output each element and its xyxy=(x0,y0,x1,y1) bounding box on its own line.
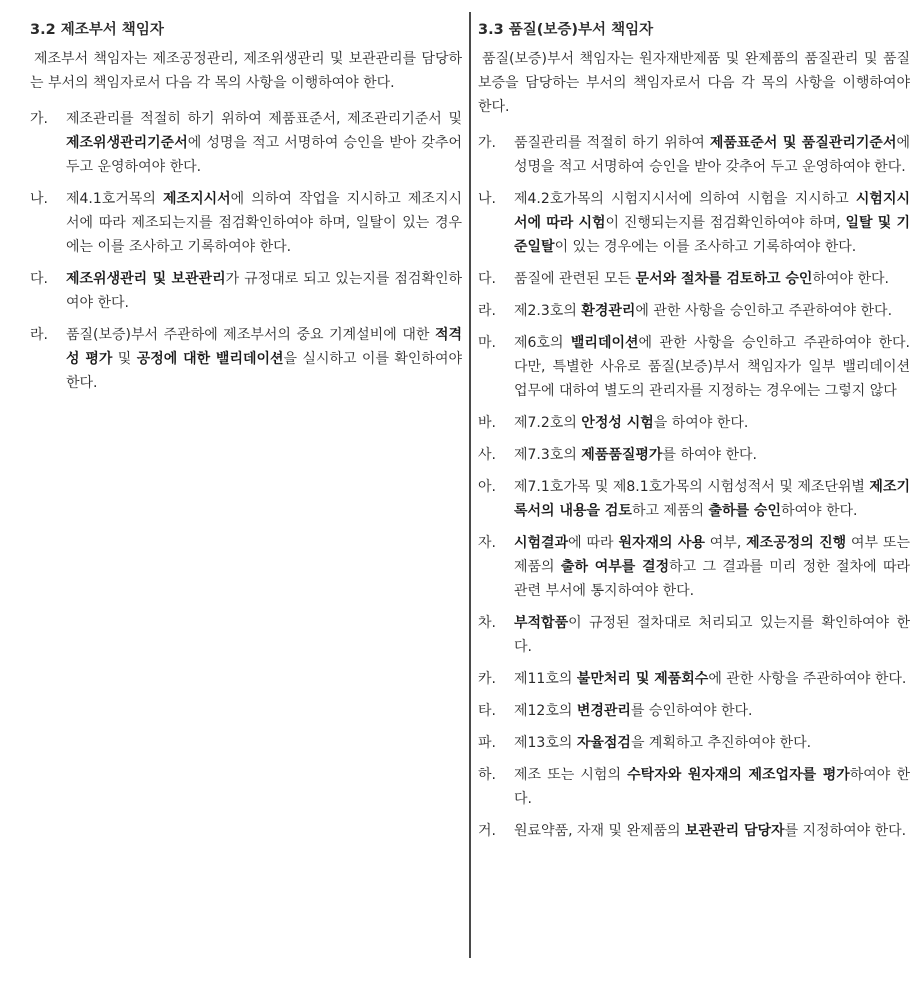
text-run: 제조 또는 시험의 xyxy=(514,767,628,783)
bold-phrase: 부적합품 xyxy=(514,615,569,631)
item-marker: 라. xyxy=(478,303,496,319)
bold-phrase: 제조공정의 진행 xyxy=(746,535,847,551)
text-run: 제조관리를 적절히 하기 위하여 제품표준서, 제조관리기준서 및 xyxy=(66,111,462,127)
item-marker: 나. xyxy=(30,191,48,207)
item-text xyxy=(514,531,910,603)
section-intro: 품질(보증)부서 책임자는 원자재반제품 및 완제품의 품질관리 및 품질보증을 담당하는 부서의 책임자로서 다음 각 목의 사항을 이행하여야 한다. xyxy=(478,51,910,115)
text-run: 이 있는 경우에는 이를 조사하고 기록하여야 한다. xyxy=(554,239,857,255)
text-run: 원료약품, 자재 및 완제품의 xyxy=(514,823,686,839)
item-marker: 하. xyxy=(478,767,496,783)
item-text xyxy=(66,267,462,315)
text-run: 품질에 관련된 모든 xyxy=(514,271,636,287)
item-text xyxy=(514,411,910,435)
bold-phrase: 시험지시서에 따라 시험 xyxy=(514,191,910,231)
list-item xyxy=(478,731,910,755)
item-list xyxy=(478,131,910,843)
list-item xyxy=(478,699,910,723)
item-text xyxy=(514,187,910,259)
item-text xyxy=(514,475,910,523)
bold-phrase: 보관관리 담당자 xyxy=(685,823,785,839)
item-marker: 라. xyxy=(30,327,48,343)
list-item xyxy=(478,411,910,435)
item-text xyxy=(514,131,910,179)
text-run: 하고 제품의 xyxy=(631,503,709,519)
bold-phrase: 안정성 시험 xyxy=(581,415,654,431)
item-marker: 자. xyxy=(478,535,496,551)
text-run: 하여야 한다. xyxy=(780,503,858,519)
text-run: 에 따라 xyxy=(568,535,619,551)
text-run: 에 성명을 적고 서명하여 승인을 받아 갖추어 두고 운영하여야 한다. xyxy=(66,135,462,175)
bold-phrase: 제품품질평가 xyxy=(581,447,663,463)
list-item xyxy=(30,187,462,259)
item-marker: 다. xyxy=(478,271,496,287)
bold-phrase: 불만처리 및 제품회수 xyxy=(576,671,709,687)
item-text xyxy=(514,763,910,811)
section-heading-3-2: 3.2 제조부서 책임자 xyxy=(30,22,164,38)
item-list xyxy=(30,107,462,395)
text-run: 에 관한 사항을 주관하여야 한다. xyxy=(708,671,907,687)
item-marker: 파. xyxy=(478,735,496,751)
item-text xyxy=(514,699,910,723)
text-run: 에 의하여 작업을 지시하고 제조지시서에 따라 제조되는지를 점검확인하여야 하며, 일탈이 있는 경우에는 이를 조사하고 기록하여야 한다. xyxy=(66,191,462,255)
text-run: 하고 그 결과를 미리 정한 절차에 따라 관련 부서에 통지하여야 한다. xyxy=(514,559,911,599)
bold-phrase: 환경관리 xyxy=(581,303,636,319)
item-text xyxy=(514,443,910,467)
list-item xyxy=(478,763,910,811)
text-run: 제13호의 xyxy=(514,735,577,751)
bold-phrase: 자율점검 xyxy=(576,735,631,751)
text-run: 하여야 한다. xyxy=(812,271,889,287)
text-run: 하여야 한다. xyxy=(514,767,911,807)
list-item xyxy=(478,299,910,323)
list-item xyxy=(478,443,910,467)
bold-phrase: 제조기록서의 내용을 검토 xyxy=(514,479,910,519)
bold-phrase: 적격성 평가 xyxy=(66,327,462,367)
text-run: 을 계획하고 추진하여야 한다. xyxy=(630,735,812,751)
list-item xyxy=(478,267,910,291)
list-item xyxy=(478,131,910,179)
list-item xyxy=(30,267,462,315)
text-run: 제4.2호가목의 시험지시서에 의하여 시험을 지시하고 xyxy=(514,191,856,207)
text-run: 품질관리를 적절히 하기 위하여 xyxy=(514,135,710,151)
item-marker: 가. xyxy=(478,135,496,151)
bold-phrase: 제조위생관리기준서 xyxy=(66,135,188,151)
bold-phrase: 밸리데이션 xyxy=(570,335,639,351)
text-run: 제2.3호의 xyxy=(514,303,582,319)
list-item xyxy=(30,323,462,395)
item-text xyxy=(66,323,462,395)
item-marker: 가. xyxy=(30,111,48,127)
text-run: 제4.1호거목의 xyxy=(66,191,164,207)
item-text xyxy=(514,819,910,843)
text-run: 제12호의 xyxy=(514,703,577,719)
list-item xyxy=(478,819,910,843)
item-text xyxy=(66,187,462,259)
item-text xyxy=(514,299,910,323)
bold-phrase: 수탁자와 원자재의 제조업자를 평가 xyxy=(627,767,850,783)
text-run: 제11호의 xyxy=(514,671,577,687)
list-item xyxy=(30,107,462,179)
text-run: 에 관한 사항을 승인하고 주관하여야 한다. 다만, 특별한 사유로 품질(보증)부서 책임자가 일부 밸리데이션 업무에 대하여 별도의 관리자를 지정하는 경우에는 그렇지 않다 xyxy=(514,335,910,399)
item-text xyxy=(514,667,910,691)
left-column xyxy=(30,20,462,403)
text-run: 을 하여야 한다. xyxy=(653,415,749,431)
list-item xyxy=(478,475,910,523)
text-run: 가 규정대로 되고 있는지를 점검확인하여야 한다. xyxy=(66,271,463,311)
text-run: 이 진행되는지를 점검확인하여야 하며, xyxy=(605,215,846,231)
list-item xyxy=(478,187,910,259)
text-run: 에 관한 사항을 승인하고 주관하여야 한다. xyxy=(635,303,893,319)
bold-phrase: 제조위생관리 및 보관관리 xyxy=(66,271,226,287)
item-marker: 마. xyxy=(478,335,496,351)
item-text xyxy=(66,107,462,179)
item-marker: 나. xyxy=(478,191,496,207)
bold-phrase: 일탈 및 기준일탈 xyxy=(514,215,910,255)
item-text xyxy=(514,267,910,291)
item-marker: 바. xyxy=(478,415,496,431)
text-run: 여부, xyxy=(704,535,747,551)
section-intro: 제조부서 책임자는 제조공정관리, 제조위생관리 및 보관관리를 담당하는 부서의 책임자로서 다음 각 목의 사항을 이행하여야 한다. xyxy=(30,51,462,91)
item-marker: 타. xyxy=(478,703,496,719)
bold-phrase: 제품표준서 및 품질관리기준서 xyxy=(709,135,897,151)
text-run: 품질(보증)부서 주관하에 제조부서의 중요 기계설비에 대한 xyxy=(66,327,435,343)
item-marker: 거. xyxy=(478,823,496,839)
text-run: 를 승인하여야 한다. xyxy=(630,703,753,719)
bold-phrase: 출하를 승인 xyxy=(708,503,781,519)
text-run: 이 규정된 절차대로 처리되고 있는지를 확인하여야 한다. xyxy=(514,615,910,655)
item-marker: 아. xyxy=(478,479,496,495)
section-heading-3-3: 3.3 품질(보증)부서 책임자 xyxy=(478,22,654,38)
list-item xyxy=(478,611,910,659)
item-marker: 다. xyxy=(30,271,48,287)
item-text xyxy=(514,331,910,403)
item-marker: 차. xyxy=(478,615,496,631)
bold-phrase: 제조지시서 xyxy=(163,191,231,207)
column-divider xyxy=(469,12,471,958)
item-marker: 카. xyxy=(478,671,496,687)
text-run: 를 지정하여야 한다. xyxy=(784,823,907,839)
text-run: 을 실시하고 이를 확인하여야 한다. xyxy=(66,351,462,391)
bold-phrase: 시험결과 xyxy=(514,535,569,551)
bold-phrase: 변경관리 xyxy=(576,703,631,719)
text-run: 제7.2호의 xyxy=(514,415,582,431)
text-run: 여부 또는 제품의 xyxy=(514,535,910,575)
text-run: 및 xyxy=(112,351,137,367)
list-item xyxy=(478,531,910,603)
text-run: 제7.1호가목 및 제8.1호가목의 시험성적서 및 제조단위별 xyxy=(514,479,870,495)
bold-phrase: 문서와 절차를 검토하고 승인 xyxy=(635,271,813,287)
list-item xyxy=(478,331,910,403)
item-text xyxy=(514,731,910,755)
item-marker: 사. xyxy=(478,447,496,463)
bold-phrase: 출하 여부를 결정 xyxy=(560,559,670,575)
text-run: 를 하여야 한다. xyxy=(662,447,757,463)
list-item xyxy=(478,667,910,691)
item-text xyxy=(514,611,910,659)
text-run: 제6호의 xyxy=(514,335,571,351)
text-run: 에 성명을 적고 서명하여 승인을 받아 갖추어 두고 운영하여야 한다. xyxy=(514,135,910,175)
bold-phrase: 원자재의 사용 xyxy=(618,535,705,551)
right-column xyxy=(478,20,910,851)
bold-phrase: 공정에 대한 밸리데이션 xyxy=(136,351,284,367)
text-run: 제7.3호의 xyxy=(514,447,582,463)
